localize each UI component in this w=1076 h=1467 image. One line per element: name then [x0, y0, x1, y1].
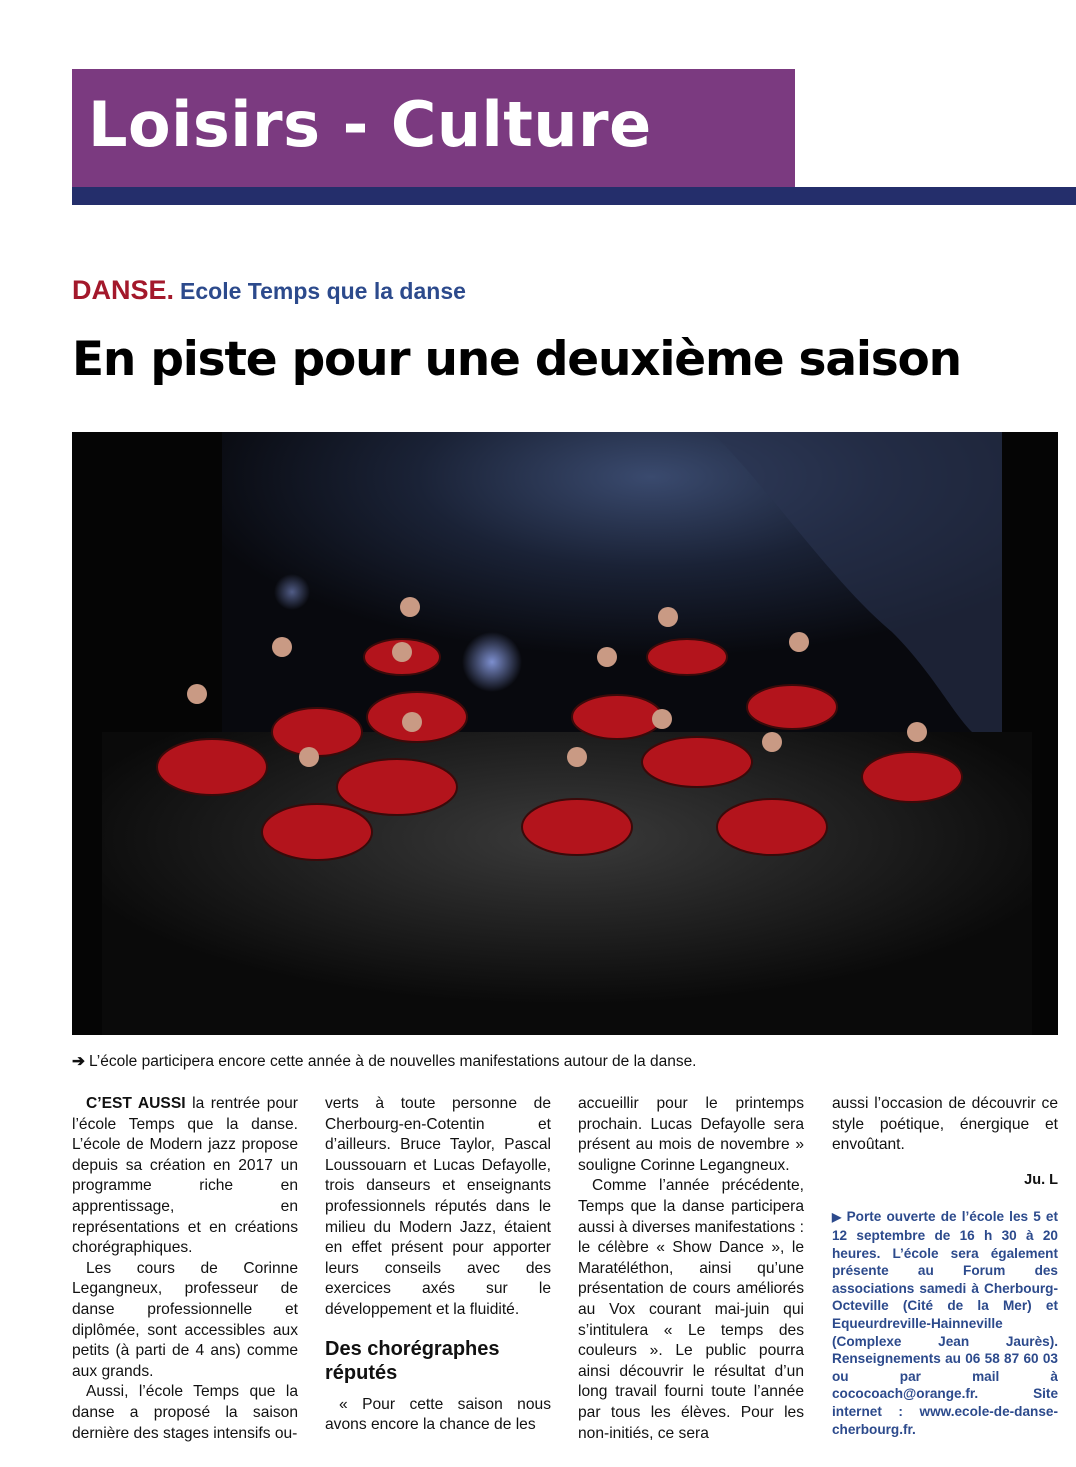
caption-arrow-icon: ➔	[72, 1053, 85, 1070]
paragraph: aussi l’occasion de découvrir ce style poétique, énergique et envoûtant.	[832, 1095, 1058, 1154]
kicker	[72, 275, 466, 306]
info-box	[832, 1208, 1058, 1438]
paragraph: Aussi, l’école Temps que la danse a proposé la saison dernière des stages intensifs ou-	[72, 1383, 298, 1442]
paragraph: verts à toute personne de Cherbourg-en-Cotentin et d’ailleurs. Bruce Taylor, Pascal Loussouarn et Lucas Defayolle, trois danseurs et enseignants professionnels réputés dans le milieu du Modern Jazz, étaient en effet présent pour apporter leurs conseils avec des exercices axés sur le développement et la fluidité.	[325, 1095, 551, 1318]
paragraph: accueillir pour le printemps prochain. Lucas Defayolle sera présent au mois de novembre » souligne Corinne Legangneux.	[578, 1095, 804, 1174]
headline: En piste pour une deuxième saison	[72, 332, 961, 387]
triangle-right-icon: ▶	[832, 1210, 843, 1225]
article-column-3	[578, 1094, 804, 1444]
article-column-1	[72, 1094, 298, 1444]
info-text: Porte ouverte de l’école les 5 et 12 septembre de 16 h 30 à 20 heures. L’école sera également présente au Forum des associations samedi à Cherbourg-Octeville (Cité de la Mer) et Equeurdreville-Hainneville (Complexe Jean Jaurès). Renseignements au 06 58 87 60 03 ou par mail à cococoach@orange.fr. Site internet : www.ecole-de-danse-cherbourg.fr.	[832, 1209, 1058, 1437]
kicker-subject: Ecole Temps que la danse	[180, 278, 466, 304]
paragraph: Comme l’année précédente, Temps que la danse participera aussi à diverses manifestations : le célèbre « Show Dance », le Maratéléthon, ainsi qu’une présentation de cours améliorés au Vox courant mai-juin qui s’intitulera « Le temps des couleurs ». Le public pourra ainsi découvrir le résultat d’un long travail fourni toute l’année par tous les élèves. Pour les non-initiés, ce sera	[578, 1177, 804, 1442]
lead-in: C’EST AUSSI	[86, 1095, 186, 1112]
kicker-category: DANSE.	[72, 275, 175, 305]
author-signature: Ju. L	[1024, 1171, 1058, 1188]
section-title: Loisirs - Culture	[88, 88, 652, 161]
paragraph: Les cours de Corinne Legangneux, professeur de danse professionnelle et diplômée, sont accessibles aux petits (à parti de 4 ans) comme aux grands.	[72, 1259, 298, 1380]
article-column-2	[325, 1094, 551, 1436]
paragraph	[72, 1094, 298, 1259]
section-rule	[72, 187, 1076, 205]
article-photo	[72, 432, 1058, 1035]
article-column-4	[832, 1094, 1058, 1438]
paragraph: « Pour cette saison nous avons encore la chance de les	[325, 1395, 551, 1434]
subheading: Des chorégraphes réputés	[325, 1337, 500, 1384]
caption-text: L’école participera encore cette année à de nouvelles manifestations autour de la danse.	[89, 1053, 697, 1070]
photo-caption	[72, 1052, 697, 1071]
paragraph-text: la rentrée pour l’école Temps que la danse. L’école de Modern jazz propose depuis sa création en 2017 un programme riche en apprentissage, en représentations et en créations chorégraphiques.	[72, 1095, 298, 1257]
